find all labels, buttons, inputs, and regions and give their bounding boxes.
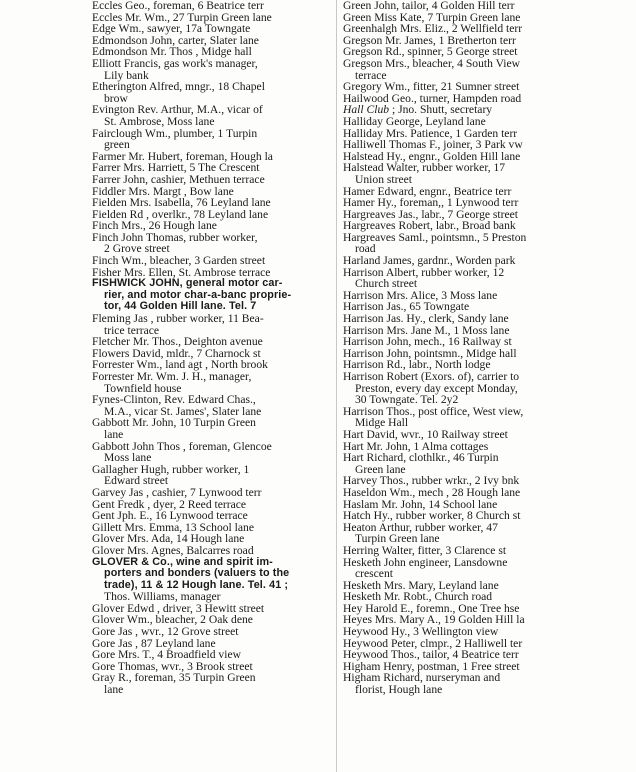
directory-entry-line: Harrison John, pointsmn., Midge hall xyxy=(343,346,517,360)
directory-entry-line: Hart Mr. John, 1 Alma cottages xyxy=(343,439,489,453)
directory-entry-line: Finch John Thomas, rubber worker, xyxy=(92,230,258,244)
directory-entry-line: Gregson Mrs., bleacher, 4 South View xyxy=(343,56,521,70)
directory-entry-line: Farrer John, cashier, Methuen terrace xyxy=(92,172,265,186)
directory-entry-line: Gabbott John Thos , foreman, Glencoe xyxy=(92,439,272,453)
directory-entry-line: Preston, every day except Monday, xyxy=(355,381,518,395)
directory-entry-line: lane xyxy=(104,427,124,441)
directory-entry-line: Gregory Wm., fitter, 21 Sumner street xyxy=(343,80,520,94)
directory-left-column xyxy=(92,0,330,696)
directory-entry-line: rier, and motor char-a-banc proprie- xyxy=(104,288,292,301)
directory-entry-line: 2 Grove street xyxy=(104,242,170,256)
directory-entry-line: Harvey Thos., rubber wrkr., 2 Ivy bnk xyxy=(343,474,520,488)
directory-entry-line: Harrison Mrs. Alice, 3 Moss lane xyxy=(343,288,498,302)
directory-entry-line: Higham Henry, postman, 1 Free street xyxy=(343,659,520,673)
directory-entry-line: Harrison Jas. Hy., clerk, Sandy lane xyxy=(343,312,509,326)
directory-entry-line: Townfield house xyxy=(104,381,182,395)
directory-entry-line: Halstead Hy., engnr., Golden Hill lane xyxy=(343,149,521,163)
directory-entry-line: Gray R., foreman, 35 Turpin Green xyxy=(92,671,256,685)
directory-entry-line: Greenhalgh Mrs. Eliz., 2 Wellfield terr xyxy=(343,22,523,36)
directory-entry-line: Gregson Mr. James, 1 Bretherton terr xyxy=(343,33,516,47)
directory-entry-line: trade), 11 & 12 Hough lane. Tel. 41 ; xyxy=(104,578,289,591)
directory-entry-line: Fletcher Mr. Thos., Deighton avenue xyxy=(92,335,263,349)
directory-entry-line: Turpin Green lane xyxy=(355,532,440,546)
directory-entry-line: Heywood Hy., 3 Wellington view xyxy=(343,625,499,639)
directory-entry-line: Glover Mrs. Ada, 14 Hough lane xyxy=(92,532,245,546)
directory-entry-line: Midge Hall xyxy=(355,416,409,430)
directory-entry-line: St. Ambrose, Moss lane xyxy=(104,114,215,128)
directory-entry-line: Hargreaves Saml., pointsmn., 5 Preston xyxy=(343,230,527,244)
directory-entry-line: Edmondson John, carter, Slater lane xyxy=(92,33,259,47)
directory-entry-line: Harrison Thos., post office, West view, xyxy=(343,404,524,418)
directory-entry-line: Haseldon Wm., mech , 28 Hough lane xyxy=(343,485,521,499)
directory-entry-line: Hesketh Mrs. Mary, Leyland lane xyxy=(343,578,499,592)
directory-entry-line: Lily bank xyxy=(104,68,149,82)
directory-entry-line: Hart Richard, clothlkr., 46 Turpin xyxy=(343,451,499,465)
directory-entry-line: lane xyxy=(104,683,124,697)
directory-entry-line: Fynes-Clinton, Rev. Edward Chas., xyxy=(92,393,256,407)
directory-entry-line: Halstead Walter, rubber worker, 17 xyxy=(343,161,506,175)
directory-entry-line: trice terrace xyxy=(104,323,160,337)
directory-entry-line: crescent xyxy=(355,567,393,581)
directory-entry-line: Edge Wm., sawyer, 17a Towngate xyxy=(92,22,251,36)
directory-entry-line: Gore Thomas, wvr., 3 Brook street xyxy=(92,659,253,673)
directory-entry-line: FISHWICK JOHN, general motor car- xyxy=(92,277,283,290)
directory-entry-line: M.A., vicar St. James', Slater lane xyxy=(104,404,262,418)
directory-entry-line: Hesketh John engineer, Lansdowne xyxy=(343,555,508,569)
directory-entry-line: green xyxy=(104,138,130,152)
directory-entry-line: florist, Hough lane xyxy=(355,683,443,697)
directory-entry-line: Elliott Francis, gas work's manager, xyxy=(92,56,258,70)
directory-entry-line: GLOVER & Co., wine and spirit im- xyxy=(92,555,273,568)
directory-entry-line: Halliday George, Leyland lane xyxy=(343,114,486,128)
directory-entry-line: Fisher Mrs. Ellen, St. Ambrose terrace xyxy=(92,265,271,279)
directory-entry-line: Gore Jas , wvr., 12 Grove street xyxy=(92,625,239,639)
directory-entry-line: Harrison Mrs. Jane M., 1 Moss lane xyxy=(343,323,510,337)
directory-entry-line: Gent Fredk , dyer, 2 Reed terrace xyxy=(92,497,247,511)
directory-entry-line: Heaton Arthur, rubber worker, 47 xyxy=(343,520,498,534)
directory-entry-line: Hesketh Mr. Robt., Church road xyxy=(343,590,493,604)
directory-entry-line: Gabbott Mr. John, 10 Turpin Green xyxy=(92,416,256,430)
directory-entry-line: Herring Walter, fitter, 3 Clarence st xyxy=(343,543,507,557)
directory-entry-line: Hey Harold E., foremn., One Tree hse xyxy=(343,601,520,615)
directory-entry-line: Glover Edwd , driver, 3 Hewitt street xyxy=(92,601,265,615)
directory-entry-line: Harrison Albert, rubber worker, 12 xyxy=(343,265,505,279)
directory-entry-line: Green Miss Kate, 7 Turpin Green lane xyxy=(343,10,521,24)
directory-entry-line: tor, 44 Golden Hill lane. Tel. 7 xyxy=(104,300,257,313)
directory-entry-line: Glover Wm., bleacher, 2 Oak dene xyxy=(92,613,253,627)
directory-entry-line: Gallagher Hugh, rubber worker, 1 xyxy=(92,462,250,476)
directory-entry-line: Harland James, gardnr., Worden park xyxy=(343,254,516,268)
directory-entry-line: Fairclough Wm., plumber, 1 Turpin xyxy=(92,126,258,140)
directory-entry-line: Garvey Jas , cashier, 7 Lynwood terr xyxy=(92,485,262,499)
directory-entry-line: Haslam Mr. John, 14 School lane xyxy=(343,497,498,511)
directory-entry-line: Halliwell Thomas F., joiner, 3 Park vw xyxy=(343,138,523,152)
directory-entry-line: Union street xyxy=(355,172,412,186)
directory-entry-line: Harrison Rd., labr., North lodge xyxy=(343,358,491,372)
directory-entry-line: Edward street xyxy=(104,474,169,488)
directory-entry-line: Fielden Mrs. Isabella, 76 Leyland lane xyxy=(92,196,271,210)
directory-entry-line: Heywood Peter, clmpr., 2 Halliwell ter xyxy=(343,636,523,650)
directory-entry-line: Forrester Wm., land agt , North brook xyxy=(92,358,268,372)
directory-entry-line: Hart David, wvr., 10 Railway street xyxy=(343,427,508,441)
directory-entry-line: Gent Jph. E., 16 Lynwood terrace xyxy=(92,509,248,523)
directory-entry-line: Gore Mrs. T., 4 Broadfield view xyxy=(92,648,241,662)
directory-entry-line: porters and bonders (valuers to the xyxy=(104,567,290,580)
directory-entry-line: Eccles Geo., foreman, 6 Beatrice terr xyxy=(92,0,264,12)
directory-right-column xyxy=(343,0,581,696)
directory-entry-line: Harrison Robert (Exors. of), carrier to xyxy=(343,370,520,383)
directory-entry-line: Fiddler Mrs. Margt , Bow lane xyxy=(92,184,234,198)
directory-entry-line: Halliday Mrs. Patience, 1 Garden terr xyxy=(343,126,518,140)
directory-entry-line: Green John, tailor, 4 Golden Hill terr xyxy=(343,0,515,12)
directory-entry-line: Harrison John, mech., 16 Railway st xyxy=(343,335,512,349)
directory-entry-line: Hailwood Geo., turner, Hampden road xyxy=(343,91,522,105)
directory-entry-line: Gillett Mrs. Emma, 13 School lane xyxy=(92,520,254,534)
directory-entry-line: Church street xyxy=(355,277,418,291)
directory-entry-line: Farrer Mrs. Harriett, 5 The Crescent xyxy=(92,161,260,175)
directory-entry-line: brow xyxy=(104,91,128,105)
directory-entry-line: Hall Club ; Jno. Shutt, secretary xyxy=(343,103,493,117)
directory-entry-line: Hargreaves Robert, labr., Broad bank xyxy=(343,219,516,233)
directory-entry-line: Hatch Hy., rubber worker, 8 Church st xyxy=(343,509,521,523)
directory-entry-line: Forrester Mr. Wm. J. H., manager, xyxy=(92,370,252,383)
directory-entry-line: Eccles Mr. Wm., 27 Turpin Green lane xyxy=(92,10,272,24)
directory-entry-line: road xyxy=(355,242,376,256)
directory-entry-line: Flowers David, mldr., 7 Charnock st xyxy=(92,346,261,360)
directory-entry-line: Finch Mrs., 26 Hough lane xyxy=(92,219,217,233)
directory-entry-line: Thos. Williams, manager xyxy=(104,590,221,604)
directory-entry-line: Hargreaves Jas., labr., 7 George street xyxy=(343,207,519,221)
directory-entry-line: Fielden Rd , overlkr., 78 Leyland lane xyxy=(92,207,269,221)
directory-entry-line: Edmondson Mr. Thos , Midge hall xyxy=(92,45,252,59)
directory-entry-line: Finch Wm., bleacher, 3 Garden street xyxy=(92,254,266,268)
column-divider xyxy=(336,0,337,772)
directory-entry-line: Etherington Alfred, mngr., 18 Chapel xyxy=(92,80,265,94)
directory-entry-line: Heywood Thos., tailor, 4 Beatrice terr xyxy=(343,648,519,662)
directory-entry-line: terrace xyxy=(355,68,387,82)
directory-entry-line: Green lane xyxy=(355,462,406,476)
directory-entry-line: Fleming Jas , rubber worker, 11 Bea- xyxy=(92,312,264,326)
directory-entry-line: Moss lane xyxy=(104,451,152,465)
directory-entry-line: Hamer Edward, engnr., Beatrice terr xyxy=(343,184,512,198)
directory-entry-line: Farmer Mr. Hubert, foreman, Hough la xyxy=(92,149,273,163)
directory-entry-line: Gore Jas , 87 Leyland lane xyxy=(92,636,216,650)
directory-entry-line: Harrison Jas., 65 Towngate xyxy=(343,300,470,314)
directory-entry-line: Heyes Mrs. Mary A., 19 Golden Hill la xyxy=(343,613,525,627)
directory-entry-line: Evington Rev. Arthur, M.A., vicar of xyxy=(92,103,263,117)
directory-entry-line: Gregson Rd., spinner, 5 George street xyxy=(343,45,518,59)
directory-entry-line: Higham Richard, nurseryman and xyxy=(343,671,501,685)
directory-entry-line: Glover Mrs. Agnes, Balcarres road xyxy=(92,543,254,557)
directory-entry-line: Hamer Hy., foreman,, 1 Lynwood terr xyxy=(343,196,519,210)
directory-entry-line: 30 Towngate. Tel. 2y2 xyxy=(355,393,459,407)
